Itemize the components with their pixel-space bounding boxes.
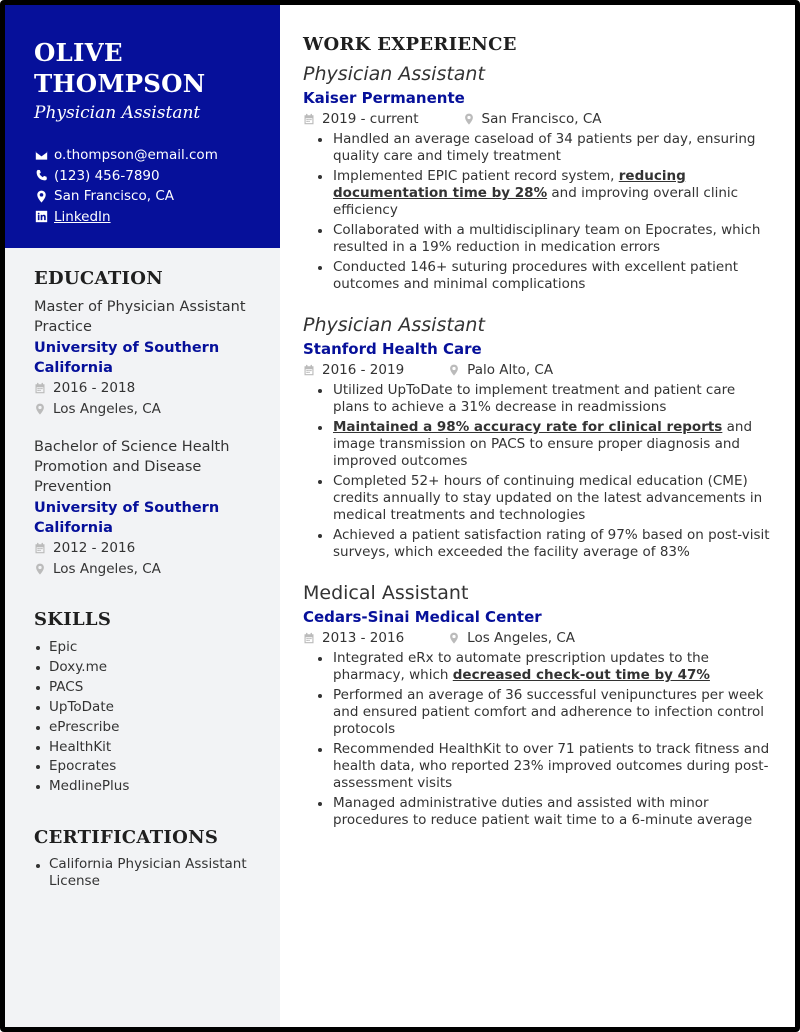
- list-item: Recommended HealthKit to over 71 patients to track fitness and health data, who reported 23% improved outcomes during post-assessment visits: [315, 741, 771, 792]
- location-pin-icon: [448, 364, 460, 376]
- location-pin-icon: [448, 632, 460, 644]
- skills-list: [34, 638, 266, 797]
- job-bullets: [303, 650, 771, 829]
- list-item: California Physician Assistant License: [34, 856, 266, 890]
- job-location: Los Angeles, CA: [467, 630, 576, 646]
- job-title: Physician Assistant: [303, 63, 485, 85]
- list-item: Performed an average of 36 successful venipunctures per week and ensured patient comfort and adherence to infection control protocols: [315, 687, 771, 738]
- list-item: Collaborated with a multidisciplinary team on Epocrates, which resulted in a 19% reduction in medication errors: [315, 222, 771, 256]
- list-item: Completed 52+ hours of continuing medical education (CME) credits annually to stay updated on the latest advancements in medical treatments and technologies: [315, 473, 771, 524]
- envelope-icon: [34, 148, 48, 162]
- highlight: decreased check-out time by 47%: [452, 667, 710, 683]
- job-dates: 2019 - current: [322, 111, 419, 127]
- left-sidebar: [5, 5, 280, 1027]
- email-text[interactable]: o.thompson@email.com: [54, 147, 218, 163]
- list-item: HealthKit: [34, 738, 266, 758]
- highlight: Maintained a 98% accuracy rate for clinical reports: [333, 419, 723, 435]
- linkedin-link[interactable]: LinkedIn: [54, 208, 111, 225]
- location-pin-icon: [463, 113, 475, 125]
- calendar-icon: [303, 632, 315, 644]
- candidate-name: [34, 37, 260, 99]
- list-item: UpToDate: [34, 698, 266, 718]
- company-name: Cedars-Sinai Medical Center: [303, 608, 542, 626]
- job-entry: [303, 581, 771, 829]
- education-dates: 2012 - 2016: [34, 538, 266, 559]
- calendar-icon: [303, 364, 315, 376]
- job-location: San Francisco, CA: [481, 111, 602, 127]
- list-item: Integrated eRx to automate prescription updates to the pharmacy, which decreased check-out time by 47%: [315, 650, 771, 684]
- list-item: Conducted 146+ suturing procedures with excellent patient outcomes and minimal complications: [315, 259, 771, 293]
- job-entry: [303, 313, 771, 561]
- skills-heading: SKILLS: [34, 609, 112, 630]
- company-name: Kaiser Permanente: [303, 89, 465, 107]
- highlight: reducing documentation time by 28%: [333, 168, 686, 201]
- skills-section: [34, 609, 266, 797]
- list-item: Achieved a patient satisfaction rating of 97% based on post-visit surveys, which exceeded the facility average of 83%: [315, 527, 771, 561]
- contact-location: [34, 186, 260, 207]
- name-line-first: OLIVE: [34, 38, 123, 67]
- sidebar-body: [5, 248, 280, 890]
- education-entry: [34, 297, 266, 419]
- linkedin-icon: [34, 210, 48, 224]
- contact-list: [34, 145, 260, 227]
- list-item: Managed administrative duties and assisted with minor procedures to reduce patient wait time to a 6-minute average: [315, 795, 771, 829]
- job-meta: [303, 628, 771, 648]
- job-meta: [303, 360, 771, 380]
- list-item: ePrescribe: [34, 718, 266, 738]
- location-pin-icon: [34, 563, 46, 575]
- list-item: Maintained a 98% accuracy rate for clinical reports and image transmission on PACS to ensure proper diagnosis and improved outcomes: [315, 419, 771, 470]
- education-location: Los Angeles, CA: [34, 399, 266, 420]
- education-section: [34, 268, 266, 579]
- school: University of Southern California: [34, 340, 220, 376]
- candidate-title: Physician Assistant: [34, 103, 201, 123]
- location-text: San Francisco, CA: [54, 188, 174, 204]
- location-pin-icon: [34, 189, 48, 203]
- name-line-last: THOMPSON: [34, 69, 206, 98]
- list-item: Utilized UpToDate to implement treatment and patient care plans to achieve a 31% decrease in readmissions: [315, 382, 771, 416]
- phone-text: (123) 456-7890: [54, 167, 160, 184]
- job-title: Physician Assistant: [303, 314, 485, 336]
- header-block: [5, 5, 280, 248]
- education-heading: EDUCATION: [34, 268, 163, 289]
- list-item: Doxy.me: [34, 658, 266, 678]
- phone-icon: [34, 169, 48, 183]
- job-meta: [303, 109, 771, 129]
- job-dates: 2016 - 2019: [322, 362, 405, 378]
- list-item: Handled an average caseload of 34 patients per day, ensuring quality care and timely treatment: [315, 131, 771, 165]
- education-entry: [34, 437, 266, 579]
- list-item: Implemented EPIC patient record system, reducing documentation time by 28% and improving overall clinic efficiency: [315, 168, 771, 219]
- degree: Master of Physician Assistant Practice: [34, 299, 246, 335]
- calendar-icon: [34, 382, 46, 394]
- location-pin-icon: [34, 403, 46, 415]
- degree: Bachelor of Science Health Promotion and Disease Prevention: [34, 439, 230, 495]
- certifications-list: [34, 856, 266, 890]
- work-experience-heading: WORK EXPERIENCE: [303, 34, 517, 55]
- list-item: Epic: [34, 638, 266, 658]
- job-bullets: [303, 382, 771, 561]
- job-dates: 2013 - 2016: [322, 630, 405, 646]
- contact-linkedin: [34, 207, 260, 228]
- certifications-heading: CERTIFICATIONS: [34, 827, 219, 849]
- job-title: Medical Assistant: [303, 582, 469, 604]
- calendar-icon: [303, 113, 315, 125]
- contact-phone: [34, 166, 260, 187]
- main-content: [280, 5, 795, 1027]
- list-item: PACS: [34, 678, 266, 698]
- company-name: Stanford Health Care: [303, 340, 482, 358]
- job-entry: [303, 62, 771, 293]
- education-location: Los Angeles, CA: [34, 559, 266, 580]
- job-bullets: [303, 131, 771, 293]
- calendar-icon: [34, 542, 46, 554]
- list-item: MedlinePlus: [34, 777, 266, 797]
- contact-email: [34, 145, 260, 166]
- job-location: Palo Alto, CA: [467, 362, 554, 378]
- list-item: Epocrates: [34, 757, 266, 777]
- education-dates: 2016 - 2018: [34, 378, 266, 399]
- school: University of Southern California: [34, 500, 220, 536]
- certifications-section: [34, 827, 266, 890]
